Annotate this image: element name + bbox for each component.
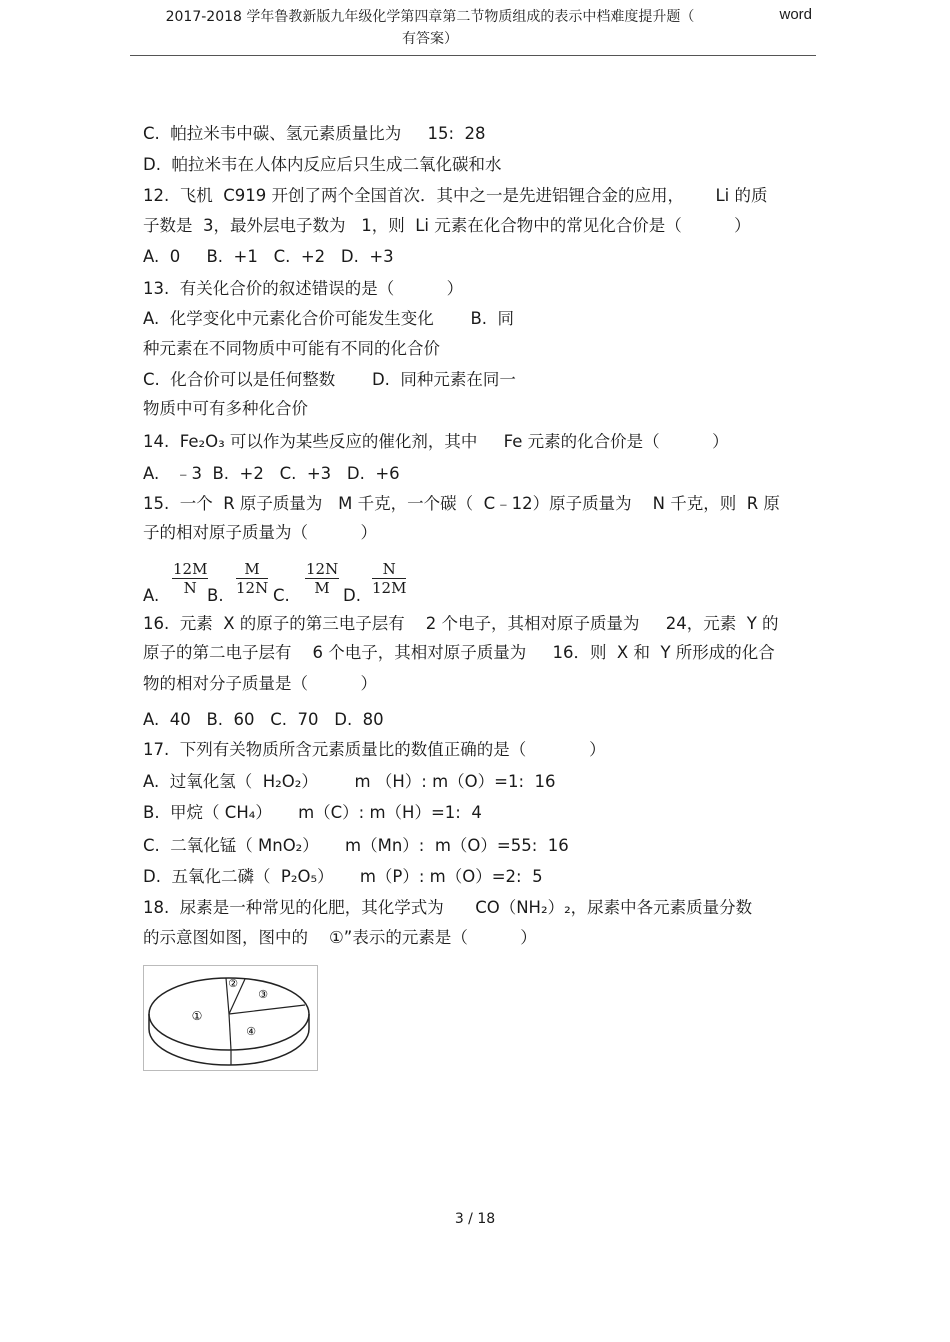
fraction-numerator: M [236, 560, 268, 579]
text-line: 15. 一个 R 原子质量为 M 千克，一个碳（ C﹣12）原子质量为 N 千克，则 R 原 [143, 494, 780, 513]
fraction-denominator: 12M [372, 579, 407, 597]
fraction-option-d [372, 560, 406, 597]
urea-pie-diagram [143, 965, 318, 1071]
text-line: A. 过氧化氢（ H₂O₂） m （H）: m（O）=1: 16 [143, 772, 556, 791]
document-title-line-2: 有答案） [402, 31, 458, 47]
text-line: D. 帕拉米韦在人体内反应后只生成二氧化碳和水 [143, 155, 502, 174]
fraction-option-c [305, 560, 339, 597]
page-header [130, 4, 816, 56]
text-line: A. 40 B. 60 C. 70 D. 80 [143, 710, 384, 729]
text-line: A. ﹣3 B. +2 C. +3 D. +6 [143, 464, 400, 483]
page-number: 3 / 18 [454, 1211, 496, 1227]
fraction-numerator: N [372, 560, 406, 579]
text-line: 物的相对分子质量是（ ） [143, 674, 377, 693]
pie-label-3: ③ [258, 988, 268, 1001]
fraction-denominator: 12N [236, 579, 269, 597]
text-line: 的示意图如图，图中的 ①”表示的元素是（ ） [143, 928, 537, 947]
text-line: 14. Fe₂O₃ 可以作为某些反应的催化剂，其中 Fe 元素的化合价是（ ） [143, 432, 729, 451]
text-line: 子数是 3，最外层电子数为 1，则 Li 元素在化合物中的常见化合价是（ ） [143, 216, 751, 235]
header-divider [130, 55, 816, 56]
text-line: A. 0 B. +1 C. +2 D. +3 [143, 247, 394, 266]
document-title-line-1: 2017-2018 学年鲁教新版九年级化学第四章第二节物质组成的表示中档难度提升题（ [165, 9, 695, 25]
pie-label-2: ② [228, 977, 238, 990]
text-line: 子的相对原子质量为（ ） [143, 523, 377, 542]
text-line: C. 化合价可以是任何整数 D. 同种元素在同一 [143, 370, 516, 389]
text-line: A. 化学变化中元素化合价可能发生变化 B. 同 [143, 309, 515, 328]
pie-label-1: ① [191, 1009, 203, 1023]
slice-divider [229, 1005, 305, 1014]
option-label-c: C. [273, 586, 290, 605]
text-line: 12. 飞机 C919 开创了两个全国首次．其中之一是先进铝锂合金的应用， Li 的质 [143, 186, 768, 205]
option-label-a: A. [143, 586, 160, 605]
text-line: 18. 尿素是一种常见的化肥，其化学式为 CO（NH₂）₂，尿素中各元素质量分数 [143, 898, 753, 917]
fraction-numerator: 12N [306, 560, 339, 578]
text-line: C. 帕拉米韦中碳、氢元素质量比为 15: 28 [143, 124, 486, 143]
pie-label-4: ④ [246, 1025, 256, 1038]
fraction-denominator: N [183, 579, 197, 597]
fraction-denominator: M [314, 579, 330, 597]
text-line: 种元素在不同物质中可能有不同的化合价 [143, 339, 440, 358]
option-label-d: D. [343, 586, 361, 605]
text-line: 原子的第二电子层有 6 个电子，其相对原子质量为 16．则 X 和 Y 所形成的化合 [143, 643, 775, 662]
fraction-numerator: 12M [173, 560, 208, 578]
header-word-label: word [779, 6, 812, 23]
document-title [130, 6, 730, 50]
text-line: 物质中可有多种化合价 [143, 399, 308, 418]
text-line: 16. 元素 X 的原子的第三电子层有 2 个电子，其相对原子质量为 24，元素 Y 的 [143, 614, 779, 633]
slice-divider [229, 1014, 231, 1050]
text-line: 17. 下列有关物质所含元素质量比的数值正确的是（ ） [143, 740, 606, 759]
text-line: 13. 有关化合价的叙述错误的是（ ） [143, 279, 464, 298]
fraction-option-a [172, 560, 208, 597]
text-line: C. 二氧化锰（ MnO₂） m（Mn）: m（O）=55: 16 [143, 836, 569, 855]
text-line: D. 五氧化二磷（ P₂O₅） m（P）: m（O）=2: 5 [143, 867, 543, 886]
fraction-option-b [236, 560, 268, 597]
option-label-b: B. [207, 586, 224, 605]
text-line: B. 甲烷（ CH₄） m（C）: m（H）=1: 4 [143, 803, 482, 822]
